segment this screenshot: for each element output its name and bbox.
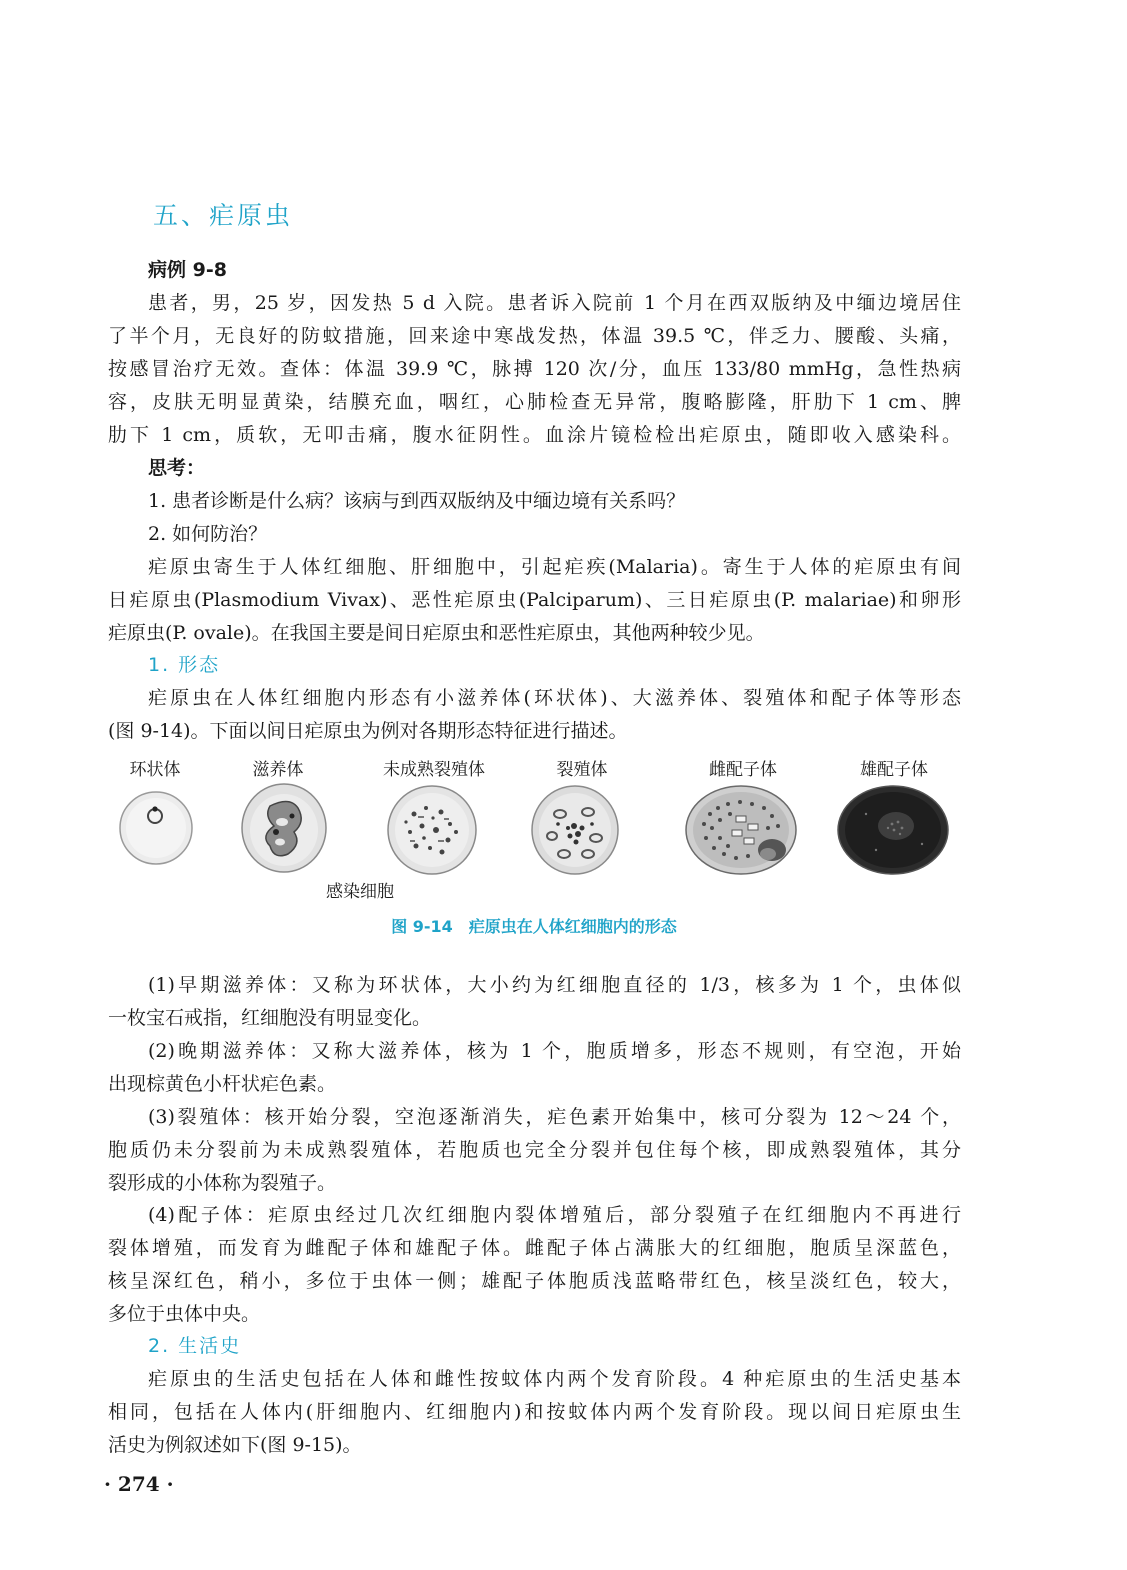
figure-caption: 图 9-14 疟原虫在人体红细胞内的形态 (391, 917, 677, 936)
case-line: 肋下 1 cm，质软，无叩击痛，腹水征阴性。血涂片镜检检出疟原虫，随即收入感染科。 (108, 424, 961, 446)
stage-line: (1)早期滋养体：又称为环状体，大小约为红细胞直径的 1/3，核多为 1 个，虫体似 (148, 974, 961, 996)
question: 1. 患者诊断是什么病？该病与到西双版纳及中缅边境有关系吗？ (148, 490, 686, 512)
stage-line: 胞质仍未分裂前为未成熟裂殖体，若胞质也完全分裂并包住每个核，即成熟裂殖体，其分 (108, 1139, 961, 1161)
case-line: 容，皮肤无明显黄染，结膜充血，咽红，心肺检查无异常，腹略膨隆，肝肋下 1 cm、脾 (108, 391, 961, 413)
stage-line: 裂体增殖，而发育为雌配子体和雄配子体。雌配子体占满胀大的红细胞，胞质呈深蓝色， (108, 1237, 961, 1259)
infected-cell-label: 感染细胞 (326, 882, 394, 902)
male-gametocyte-cell-image (836, 784, 950, 876)
stage-line: 核呈深红色，稍小，多位于虫体一侧；雄配子体胞质浅蓝略带红色，核呈淡红色，较大， (108, 1270, 961, 1292)
stage-line: (4)配子体：疟原虫经过几次红细胞内裂体增殖后，部分裂殖子在红细胞内不再进行 (148, 1204, 961, 1226)
question: 2. 如何防治？ (148, 523, 268, 545)
section-title: 五、疟原虫 (153, 201, 294, 230)
stage-line: 多位于虫体中央。 (108, 1303, 261, 1325)
trophozoite-cell-image (240, 782, 328, 874)
intro-line: 疟原虫(P. ovale)。在我国主要是间日疟原虫和恶性疟原虫，其他两种较少见。 (108, 622, 765, 644)
lifecycle-line: 活史为例叙述如下(图 9-15)。 (108, 1434, 362, 1456)
lifecycle-line: 相同，包括在人体内(肝细胞内、红细胞内)和按蚊体内两个发育阶段。现以间日疟原虫生 (108, 1401, 961, 1423)
stage-line: 一枚宝石戒指，红细胞没有明显变化。 (108, 1007, 432, 1029)
case-line: 患者，男，25 岁，因发热 5 d 入院。患者诉入院前 1 个月在西双版纳及中缅边境居住 (148, 292, 961, 314)
schizont-cell-image (530, 784, 620, 876)
stage-line: 裂形成的小体称为裂殖子。 (108, 1172, 337, 1194)
figure-label-trophozoite: 滋养体 (252, 760, 304, 780)
morphology-line: (图 9-14)。下面以间日疟原虫为例对各期形态特征进行描述。 (108, 720, 628, 742)
stage-line: 出现棕黄色小杆状疟色素。 (108, 1073, 337, 1095)
figure-label-female-gametocyte: 雌配子体 (709, 760, 777, 780)
lifecycle-line: 疟原虫的生活史包括在人体和雌性按蚊体内两个发育阶段。4 种疟原虫的生活史基本 (148, 1368, 961, 1390)
figure-label-schizont: 裂殖体 (556, 760, 608, 780)
case-line: 按感冒治疗无效。查体：体温 39.9 ℃，脉搏 120 次/分，血压 133/80 mmHg，急性热病 (108, 358, 961, 380)
stage-line: (3)裂殖体：核开始分裂，空泡逐渐消失，疟色素开始集中，核可分裂为 12～24 个， (148, 1106, 961, 1128)
immature-schizont-cell-image (386, 784, 478, 876)
intro-line: 疟原虫寄生于人体红细胞、肝细胞中，引起疟疾(Malaria)。寄生于人体的疟原虫有间 (148, 556, 961, 578)
page-number: · 274 · (104, 1472, 174, 1496)
ring-form-cell-image (118, 790, 194, 866)
female-gametocyte-cell-image (684, 784, 798, 876)
intro-line: 日疟原虫(Plasmodium Vivax)、恶性疟原虫(Palciparum)、三日疟原虫(P. malariae)和卵形 (108, 589, 961, 611)
lifecycle-heading: 2. 生活史 (148, 1335, 242, 1357)
morphology-line: 疟原虫在人体红细胞内形态有小滋养体(环状体)、大滋养体、裂殖体和配子体等形态 (148, 687, 961, 709)
case-label: 病例 9-8 (148, 259, 227, 281)
figure-label-male-gametocyte: 雄配子体 (860, 760, 928, 780)
stage-line: (2)晚期滋养体：又称大滋养体，核为 1 个，胞质增多，形态不规则，有空泡，开始 (148, 1040, 961, 1062)
figure-label-ring-form: 环状体 (129, 760, 181, 780)
case-line: 了半个月，无良好的防蚊措施，回来途中寒战发热，体温 39.5 ℃，伴乏力、腰酸、头痛， (108, 325, 961, 347)
think-label: 思考： (148, 457, 206, 479)
figure-label-immature-schizont: 未成熟裂殖体 (383, 760, 485, 780)
morphology-heading: 1. 形态 (148, 654, 221, 676)
